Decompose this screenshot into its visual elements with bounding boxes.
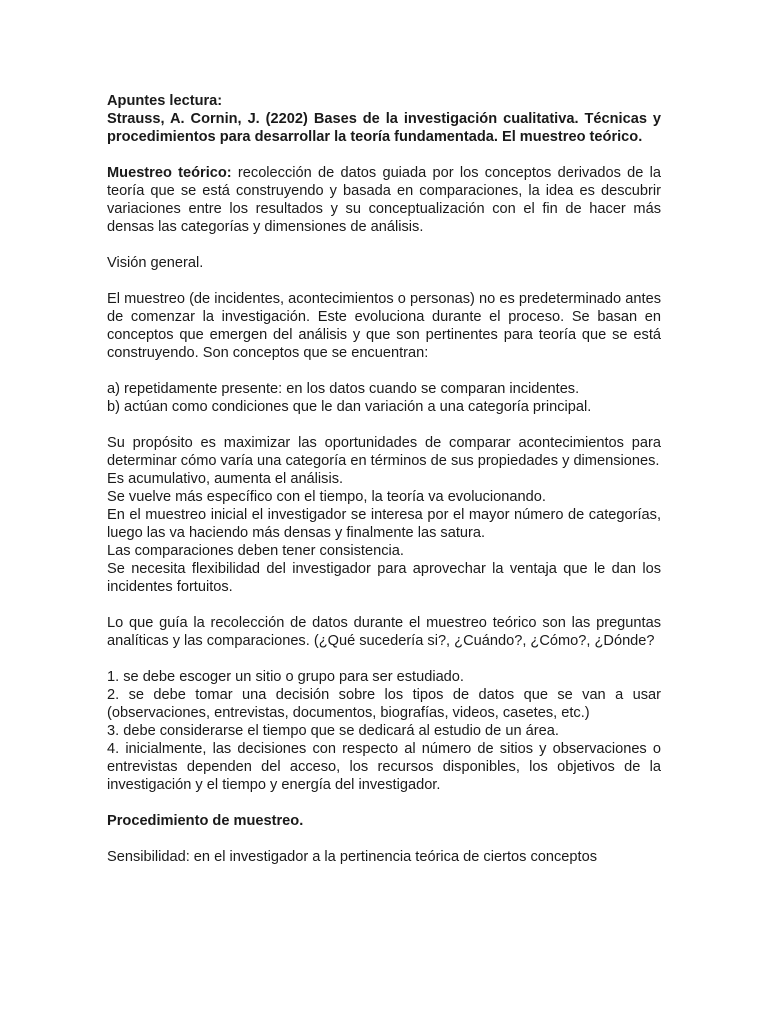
sampling-paragraph: El muestreo (de incidentes, acontecimientos o personas) no es predeterminado antes de comenzar la investigación. Este evoluciona durante el proceso. Se basan en conceptos que emergen del análisis y que son pertinentes para teoría que se está construyendo. Son conceptos que se encuentran: xyxy=(107,291,661,361)
numbered-item: 2. se debe tomar una decisión sobre los tipos de datos que se van a usar (observaciones, entrevistas, documentos, biografías, videos, casetes, etc.) xyxy=(107,687,661,721)
overview-label: Visión general. xyxy=(107,255,204,271)
purpose-line: Es acumulativo, aumenta el análisis. xyxy=(107,471,344,487)
purpose-line: Las comparaciones deben tener consistencia. xyxy=(107,543,404,559)
spacer xyxy=(107,362,661,380)
definition-term: Muestreo teórico: xyxy=(107,165,232,181)
citation-heading: Strauss, A. Cornin, J. (2202) Bases de la investigación cualitativa. Técnicas y procedimientos para desarrollar la teoría fundamentada. El muestreo teórico. xyxy=(107,111,661,145)
list-item: a) repetidamente presente: en los datos cuando se comparan incidentes. xyxy=(107,381,580,397)
definition-paragraph xyxy=(107,164,661,236)
numbered-item: 4. inicialmente, las decisiones con respecto al número de sitios y observaciones o entrevistas dependen del acceso, los recursos disponibles, los objetivos de la investigación y el tiempo y energía del investigador. xyxy=(107,741,661,793)
spacer xyxy=(107,650,661,668)
spacer xyxy=(107,416,661,434)
purpose-line: En el muestreo inicial el investigador se interesa por el mayor número de categorías, luego las va haciendo más densas y finalmente las satura. xyxy=(107,507,661,541)
document-page xyxy=(107,92,661,866)
purpose-line: Se necesita flexibilidad del investigador para aprovechar la ventaja que le dan los incidentes fortuitos. xyxy=(107,561,661,595)
procedure-heading: Procedimiento de muestreo. xyxy=(107,813,304,829)
notes-title: Apuntes lectura: xyxy=(107,93,223,109)
guide-paragraph: Lo que guía la recolección de datos durante el muestreo teórico son las preguntas analíticas y las comparaciones. (¿Qué sucedería si?, ¿Cuándo?, ¿Cómo?, ¿Dónde? xyxy=(107,615,661,649)
definition-text: recolección de datos guiada por los conceptos derivados de la teoría que se está construyendo y basada en comparaciones, la idea es descubrir variaciones entre los resultados y su conceptualización con el fin de hacer más densas las categorías y dimensiones de análisis. xyxy=(107,165,661,235)
spacer xyxy=(107,830,661,848)
spacer xyxy=(107,272,661,290)
purpose-line: Su propósito es maximizar las oportunidades de comparar acontecimientos para determinar cómo varía una categoría en términos de sus propiedades y dimensiones. xyxy=(107,435,661,469)
purpose-line: Se vuelve más específico con el tiempo, la teoría va evolucionando. xyxy=(107,489,546,505)
list-item: b) actúan como condiciones que le dan variación a una categoría principal. xyxy=(107,399,592,415)
sensitivity-line: Sensibilidad: en el investigador a la pertinencia teórica de ciertos conceptos xyxy=(107,849,597,865)
spacer xyxy=(107,146,661,164)
spacer xyxy=(107,596,661,614)
spacer xyxy=(107,236,661,254)
numbered-item: 3. debe considerarse el tiempo que se dedicará al estudio de un área. xyxy=(107,723,559,739)
numbered-item: 1. se debe escoger un sitio o grupo para ser estudiado. xyxy=(107,669,464,685)
spacer xyxy=(107,794,661,812)
